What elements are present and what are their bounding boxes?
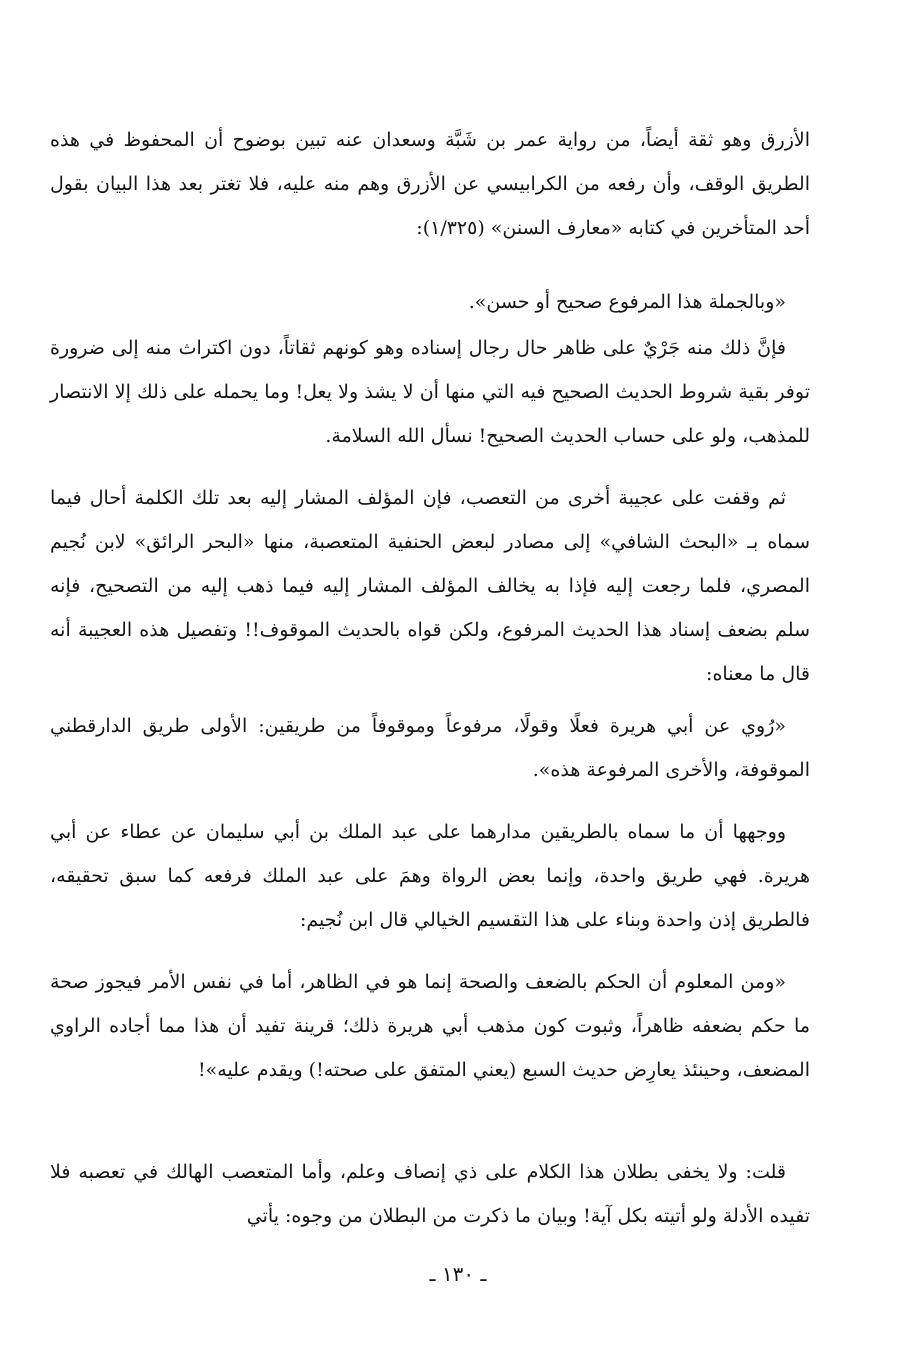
paragraph-quote-2: «رُوي عن أبي هريرة فعلًا وقولًا، مرفوعاً وموقوفاً من طريقين: الأولى طريق الدارقطني الموقوفة، والأخرى المرفوعة هذه». — [50, 715, 810, 781]
paragraph-2: فإنَّ ذلك منه جَرْيٌ على ظاهر حال رجال إسناده وهو كونهم ثقاتاً، دون اكتراث منه إلى ضرورة توفر بقية شروط الحديث الصحيح فيه التي منها أن لا يشذ ولا يعل! وما يحمله على ذلك إلا الانتصار للمذهب، ولو على حساب الحديث الصحيح! نسأل الله السلامة. — [50, 337, 810, 447]
paragraph-quote-3: «ومن المعلوم أن الحكم بالضعف والصحة إنما هو في الظاهر، أما في نفس الأمر فيجوز صحة ما حكم بضعفه ظاهراً، وثبوت كون مذهب أبي هريرة ذلك؛ قرينة تفيد أن هذا مما أجاده الراوي المضعف، وحينئذ يعارِض حديث السبع (يعني المتفق على صحته!) ويقدم عليه»! — [50, 971, 810, 1081]
paragraph-4: ووجهها أن ما سماه بالطريقين مدارهما على عبد الملك بن أبي سليمان عن عطاء عن أبي هريرة. فهي طريق واحدة، وإنما بعض الرواة وهمَ على عبد الملك فرفعه كما سبق تحقيقه، فالطريق إذن واحدة وبناء على هذا التقسيم الخيالي قال ابن نُجيم: — [50, 821, 810, 931]
paragraph-5: قلت: ولا يخفى بطلان هذا الكلام على ذي إنصاف وعلم، وأما المتعصب الهالك في تعصبه فلا تفيده الأدلة ولو أتيته بكل آية! وبيان ما ذكرت من البطلان من وجوه: يأتي — [50, 1161, 810, 1227]
paragraph-quote-1: «وبالجملة هذا المرفوع صحيح أو حسن». — [468, 291, 786, 313]
paragraph-3: ثم وقفت على عجيبة أخرى من التعصب، فإن المؤلف المشار إليه بعد تلك الكلمة أحال فيما سماه بـ «البحث الشافي» إلى مصادر لبعض الحنفية المتعصبة، منها «البحر الرائق» لابن نُجيم المصري، فلما رجعت إليه فإذا به يخالف المؤلف المشار إليه فيما ذهب إليه من التصحيح، فإنه سلم بضعف إسناد هذا الحديث المرفوع، ولكن قواه بالحديث الموقوف!! وتفصيل هذه العجيبة أنه قال ما معناه: — [50, 487, 810, 685]
paragraph-1: الأزرق وهو ثقة أيضاً، من رواية عمر بن شَبَّة وسعدان عنه تبين بوضوح أن المحفوظ في هذه الطريق الوقف، وأن رفعه من الكرابيسي عن الأزرق وهم منه عليه، فلا تغتر بعد هذا البيان بقول أحد المتأخرين في كتابه «معارف السنن» (١/٣٢٥): — [50, 129, 810, 239]
page-number: ـ ١٣٠ ـ — [429, 1262, 487, 1286]
